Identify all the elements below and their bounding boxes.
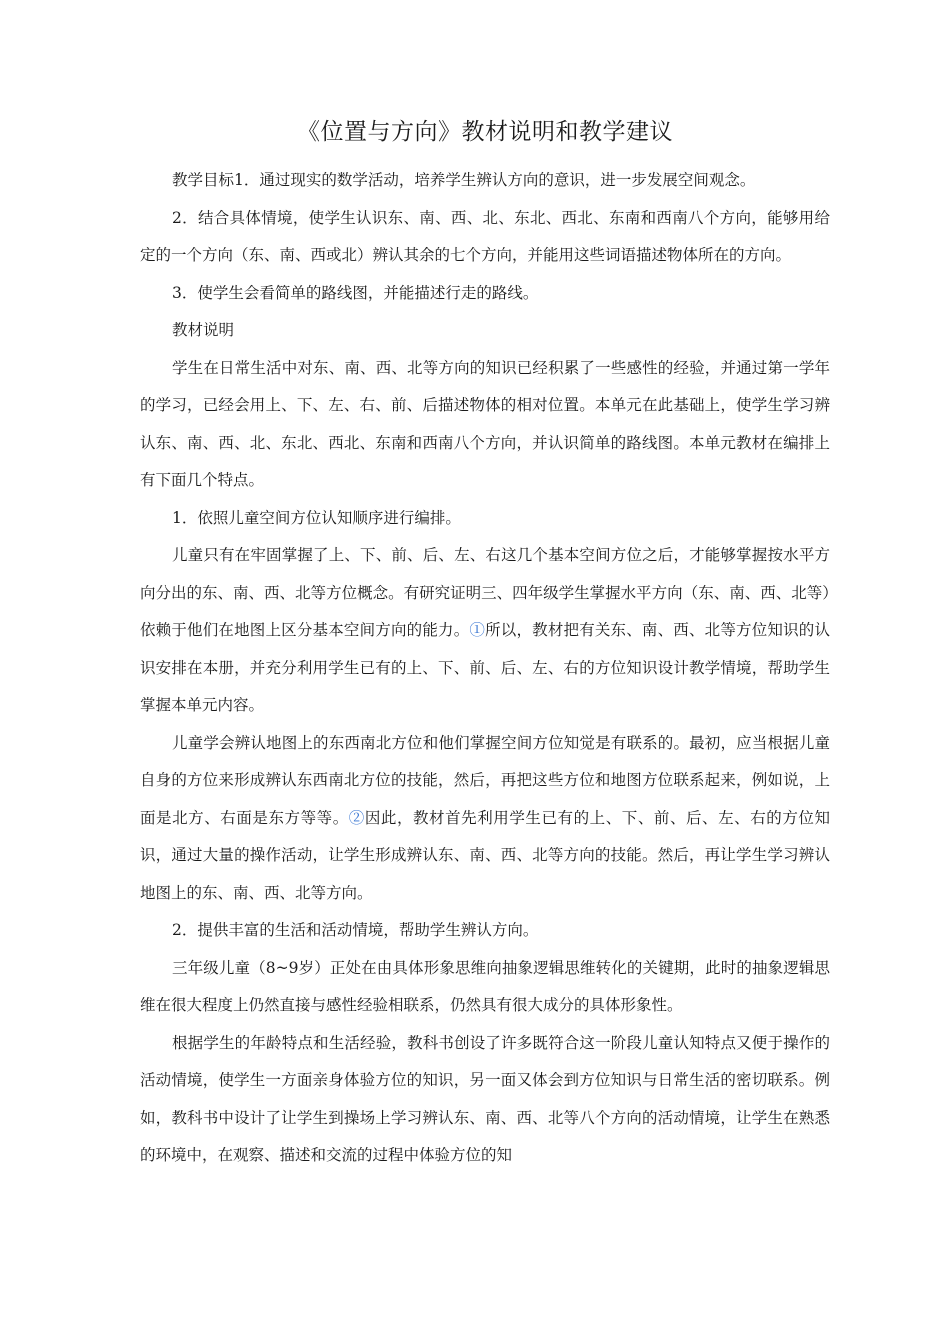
paragraph-feature-2-heading: 2．提供丰富的生活和活动情境，帮助学生辨认方向。 bbox=[172, 921, 539, 939]
paragraph-teaching-goal-1: 教学目标1．通过现实的数学活动，培养学生辨认方向的意识，进一步发展空间观念。 bbox=[172, 171, 756, 189]
paragraph-feature-1-body-b bbox=[140, 725, 830, 913]
paragraph-feature-1-heading: 1．依照儿童空间方位认知顺序进行编排。 bbox=[172, 508, 461, 527]
paragraph-text: 儿童只有在牢固掌握了上、下、前、后、左、右这几个基本空间方位之后，才能够掌握按水平方向分出的东、南、西、北等方位概念。有研究证明三、四年级学生掌握水平方向（东、南、西、北等）依赖于他们在地图上区分基本空间方向的能力。 bbox=[140, 546, 830, 639]
paragraph-feature-2-body-b: 根据学生的年龄特点和生活经验，教科书创设了许多既符合这一阶段儿童认知特点又便于操作的活动情境，使学生一方面亲身体验方位的知识，另一面又体会到方位知识与日常生活的密切联系。例如，教科书中设计了让学生到操场上学习辨认东、南、西、北等八个方向的活动情境，让学生在熟悉的环境中，在观察、描述和交流的过程中体验方位的知 bbox=[140, 1033, 830, 1164]
footnote-marker-2[interactable]: ② bbox=[348, 808, 365, 827]
document-page bbox=[140, 112, 830, 1175]
paragraph-text: 因此，教材首先利用学生已有的上、下、前、后、左、右的方位知识，通过大量的操作活动，让学生形成辨认东、南、西、北等方向的技能。然后，再让学生学习辨认地图上的东、南、西、北等方向。 bbox=[140, 808, 830, 902]
paragraph-text: 儿童学会辨认地图上的东西南北方位和他们掌握空间方位知觉是有联系的。最初，应当根据儿童自身的方位来形成辨认东西南北方位的技能，然后，再把这些方位和地图方位联系起来，例如说，上面是北方、右面是东方等等。 bbox=[140, 733, 830, 827]
paragraph-teaching-goal-3: 3．使学生会看简单的路线图，并能描述行走的路线。 bbox=[172, 283, 539, 302]
paragraph-teaching-goal-2: 2．结合具体情境，使学生认识东、南、西、北、东北、西北、东南和西南八个方向，能够用给定的一个方向（东、南、西或北）辨认其余的七个方向，并能用这些词语描述物体所在的方向。 bbox=[140, 208, 830, 264]
paragraph-feature-2-body-a: 三年级儿童（8~9岁）正处在由具体形象思维向抽象逻辑思维转化的关键期，此时的抽象逻辑思维在很大程度上仍然直接与感性经验相联系，仍然具有很大成分的具体形象性。 bbox=[140, 958, 830, 1014]
paragraph-material-intro: 学生在日常生活中对东、南、西、北等方向的知识已经积累了一些感性的经验，并通过第一学年的学习，已经会用上、下、左、右、前、后描述物体的相对位置。本单元在此基础上，使学生学习辨认东、南、西、北、东北、西北、东南和西南八个方向，并认识简单的路线图。本单元教材在编排上有下面几个特点。 bbox=[140, 358, 830, 489]
paragraph-text: 所以，教材把有关东、南、西、北等方位知识的认识安排在本册，并充分利用学生已有的上、下、前、后、左、右的方位知识设计教学情境，帮助学生掌握本单元内容。 bbox=[140, 621, 830, 714]
footnote-marker-1[interactable]: ① bbox=[469, 621, 486, 639]
paragraph-feature-1-body-a bbox=[140, 537, 830, 725]
section-heading-material-notes: 教材说明 bbox=[172, 321, 235, 339]
document-title: 《位置与方向》教材说明和教学建议 bbox=[297, 119, 673, 145]
